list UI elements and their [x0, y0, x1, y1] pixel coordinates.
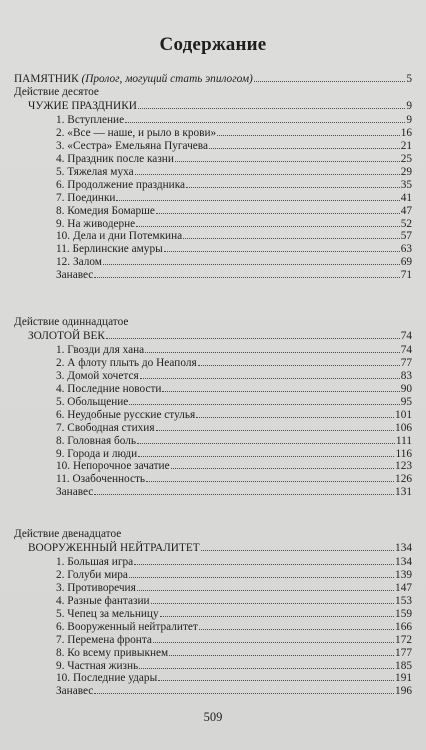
dot-leader [140, 369, 400, 379]
chapter-entry [56, 152, 412, 165]
entry-page-number: 196 [395, 685, 412, 698]
dot-leader [137, 581, 394, 591]
entry-page-number: 101 [395, 408, 412, 421]
dot-leader [106, 329, 400, 339]
entry-page-number: 191 [395, 672, 412, 685]
dot-leader [198, 356, 400, 366]
dot-leader [201, 541, 394, 551]
entry-page-number: 123 [395, 460, 412, 473]
prologue-subtitle: (Пролог, могущий стать эпилогом) [81, 73, 253, 85]
entry-page-number: 74 [400, 329, 412, 342]
entry-title: Занавес [56, 269, 94, 282]
act-label: Действие одиннадцатое [14, 316, 129, 328]
curtain-entry [56, 268, 412, 281]
chapter-entry [56, 646, 412, 659]
dot-leader [103, 255, 400, 265]
dot-leader [129, 568, 394, 578]
dot-leader [153, 633, 394, 643]
dot-leader [169, 646, 394, 656]
chapter-entry [56, 229, 412, 242]
entry-page-number: 116 [395, 447, 412, 460]
dot-leader [151, 594, 394, 604]
dot-leader [94, 268, 399, 278]
entry-page-number: 134 [395, 556, 412, 569]
dot-leader [254, 72, 406, 82]
chapter-entry [56, 434, 412, 447]
curtain-entry [56, 684, 412, 697]
entry-page-number: 16 [400, 127, 412, 140]
entry-title: 5. Тяжелая муха [56, 165, 134, 178]
entry-page-number: 9 [406, 114, 412, 127]
entry-page-number: 90 [400, 383, 412, 395]
entry-title: Занавес [56, 685, 94, 698]
entry-title: 10. Последние удары [56, 672, 158, 685]
chapter-entry [56, 126, 412, 139]
entry-title: 6. Неудобные русские стулья [56, 408, 196, 421]
entry-page-number: 21 [400, 140, 412, 153]
dot-leader [175, 152, 400, 162]
entry-page-number: 147 [395, 582, 412, 595]
chapter-entry [56, 369, 412, 382]
entry-title: ЗОЛОТОЙ ВЕК [28, 329, 105, 342]
chapter-entry [56, 459, 412, 472]
entry-page-number: 106 [395, 421, 412, 434]
chapter-entry [56, 113, 412, 126]
dot-leader [135, 165, 400, 175]
entry-page-number: 41 [400, 191, 412, 204]
chapter-entry [56, 633, 412, 646]
chapter-entry [56, 581, 412, 594]
dot-leader [137, 434, 395, 444]
entry-title: 5. Чепец за мельницу [56, 607, 159, 620]
chapter-entry [56, 191, 412, 204]
entry-page-number: 9 [406, 99, 412, 112]
dot-leader [145, 343, 400, 353]
dot-leader [134, 555, 394, 565]
entry-title: 7. Перемена фронта [56, 633, 152, 646]
entry-page-number: 69 [400, 256, 412, 269]
chapter-entry [56, 447, 412, 460]
dot-leader [156, 204, 400, 214]
chapter-entry [56, 255, 412, 268]
entry-page-number: 29 [400, 165, 412, 178]
entry-page-number: 5 [406, 73, 412, 85]
prologue-title: ПАМЯТНИК [14, 73, 79, 85]
chapter-entry [56, 395, 412, 408]
entry-title: 9. На живодерне [56, 217, 136, 230]
dot-leader [156, 421, 395, 431]
entry-page-number: 74 [400, 344, 412, 357]
dot-leader [139, 659, 394, 669]
entry-title: 7. Поединки [56, 191, 116, 204]
chapter-entry [56, 421, 412, 434]
dot-leader [199, 620, 394, 630]
entry-page-number: 131 [395, 486, 412, 499]
entry-title: 6. Вооруженный нейтралитет [56, 620, 198, 633]
dot-leader [209, 139, 400, 149]
act-title-entry [28, 99, 412, 112]
entry-title: 1. Вступление [56, 114, 125, 127]
dot-leader [125, 113, 405, 123]
dot-leader [162, 382, 399, 392]
chapter-entry [56, 217, 412, 230]
act-title-entry [28, 541, 412, 554]
entry-page-number: 111 [395, 434, 412, 447]
act-label: Действие двенадцатое [14, 528, 122, 540]
entry-title: 3. Противоречия [56, 582, 136, 595]
entry-page-number: 47 [400, 204, 412, 217]
entry-title: 11. Берлинские амуры [56, 243, 163, 256]
entry-title: 9. Города и люди [56, 447, 138, 460]
entry-page-number: 159 [395, 607, 412, 620]
entry-page-number: 134 [395, 541, 412, 554]
chapter-entry [56, 659, 412, 672]
entry-page-number: 177 [395, 646, 412, 659]
entry-page-number: 126 [395, 473, 412, 486]
entry-title: 2. «Все — наше, и рыло в крови» [56, 127, 217, 140]
chapter-entry [56, 408, 412, 421]
entry-page-number: 185 [395, 659, 412, 672]
page-title: Содержание [159, 34, 267, 55]
dot-leader [138, 99, 405, 109]
chapter-entry [56, 139, 412, 152]
dot-leader [94, 485, 394, 495]
entry-title: 2. Голуби мира [56, 569, 128, 582]
entry-title: 4. Последние новости [56, 383, 162, 395]
entry-title: 3. Домой хочется [56, 370, 139, 383]
page-number: 509 [203, 710, 223, 724]
dot-leader [94, 684, 394, 694]
dot-leader [129, 395, 399, 405]
entry-title: 8. Комедия Бомарше [56, 204, 155, 217]
chapter-entry [56, 382, 412, 395]
entry-page-number: 95 [400, 395, 412, 408]
entry-page-number: 83 [400, 370, 412, 383]
entry-page-number: 153 [395, 595, 412, 607]
dot-leader [158, 671, 394, 681]
entry-title: 9. Частная жизнь [56, 659, 139, 672]
entry-page-number: 25 [400, 153, 412, 165]
dot-leader [146, 472, 394, 482]
chapter-entry [56, 671, 412, 684]
chapter-entry [56, 178, 412, 191]
entry-title: 8. Головная боль [56, 434, 137, 447]
entry-page-number: 77 [400, 357, 412, 370]
entry-page-number: 172 [395, 633, 412, 646]
dot-leader [160, 607, 394, 617]
entry-title: 4. Разные фантазии [56, 595, 150, 607]
entry-title: 8. Ко всему привыкнем [56, 646, 169, 659]
entry-title: 1. Гвозди для хана [56, 344, 145, 357]
dot-leader [217, 126, 400, 136]
entry-title: 5. Обольщение [56, 395, 129, 408]
chapter-entry [56, 568, 412, 581]
entry-title: 1. Большая игра [56, 556, 134, 569]
entry-title: 11. Озабоченность [56, 473, 146, 486]
chapter-entry [56, 242, 412, 255]
entry-title: 12. Залом [56, 256, 102, 269]
dot-leader [171, 459, 394, 469]
dot-leader [186, 178, 400, 188]
dot-leader [138, 447, 394, 457]
entry-title: 10. Дела и дни Потемкина [56, 230, 183, 243]
entry-title: ВООРУЖЕННЫЙ НЕЙТРАЛИТЕТ [28, 541, 200, 554]
chapter-entry [56, 343, 412, 356]
entry-page-number: 52 [400, 217, 412, 230]
entry-page-number: 139 [395, 569, 412, 582]
entry-title: ЧУЖИЕ ПРАЗДНИКИ [28, 99, 137, 112]
entry-page-number: 71 [400, 269, 412, 282]
entry-title: 6. Продолжение праздника [56, 178, 186, 191]
entry-title: 2. А флоту плыть до Неаполя [56, 357, 197, 370]
entry-page-number: 35 [400, 178, 412, 191]
chapter-entry [56, 620, 412, 633]
dot-leader [116, 191, 399, 201]
entry-title: Занавес [56, 486, 94, 499]
chapter-entry [56, 356, 412, 369]
entry-page-number: 166 [395, 620, 412, 633]
toc-entry-prologue [14, 72, 412, 85]
act-title-entry [28, 329, 412, 342]
chapter-entry [56, 594, 412, 607]
entry-page-number: 57 [400, 230, 412, 243]
chapter-entry [56, 555, 412, 568]
entry-title: 4. Праздник после казни [56, 153, 174, 165]
dot-leader [196, 408, 394, 418]
chapter-entry [56, 472, 412, 485]
entry-page-number: 63 [400, 243, 412, 256]
curtain-entry [56, 485, 412, 498]
entry-title: 10. Непорочное зачатие [56, 460, 170, 473]
act-label: Действие десятое [14, 86, 99, 98]
entry-title: 7. Свободная стихия [56, 421, 155, 434]
chapter-entry [56, 204, 412, 217]
chapter-entry [56, 165, 412, 178]
chapter-entry [56, 607, 412, 620]
dot-leader [183, 229, 400, 239]
entry-title: 3. «Сестра» Емельяна Пугачева [56, 140, 208, 153]
dot-leader [136, 217, 400, 227]
dot-leader [164, 242, 400, 252]
